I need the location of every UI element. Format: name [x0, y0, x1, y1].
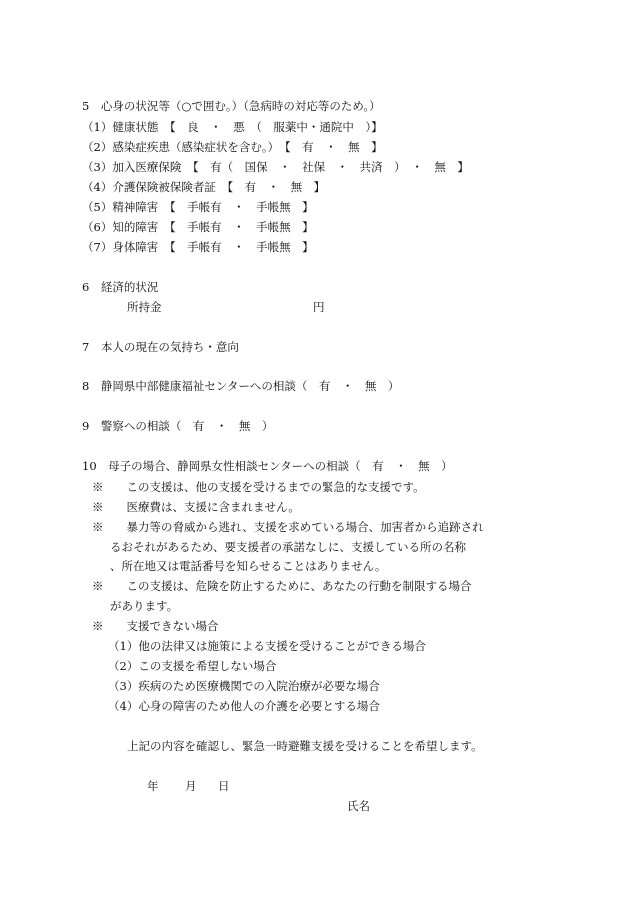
- mental-disability: （5）精神障害 【 手帳有 ・ 手帳無 】: [82, 200, 314, 214]
- health-status: （1）健康状態 【 良 ・ 悪 （ 服薬中・通院中 ）】: [82, 120, 383, 134]
- section8-heading: 8 静岡県中部健康福祉センターへの相談（ 有 ・ 無 ）: [82, 379, 400, 393]
- yen-unit: 円: [313, 300, 325, 314]
- note-violence-3: 、所在地又は電話番号を知らせることはありません。: [110, 559, 387, 573]
- note-restriction-1: ※ この支援は、危険を防止するために、あなたの行動を制限する場合: [92, 579, 472, 593]
- intellectual-disability: （6）知的障害 【 手帳有 ・ 手帳無 】: [82, 220, 314, 234]
- section5-heading: 5 心身の状況等（○で囲む。）（急病時の対応等のため。）: [82, 99, 381, 113]
- note-violence-2: るおそれがあるため、要支援者の承諾なしに、支援している所の名称: [110, 540, 467, 554]
- date-month: 月: [185, 779, 197, 793]
- money-label: 所持金: [127, 300, 162, 314]
- medical-insurance: （3）加入医療保険 【 有（ 国保 ・ 社保 ・ 共済 ） ・ 無 】: [82, 160, 469, 174]
- physical-disability: （7）身体障害 【 手帳有 ・ 手帳無 】: [82, 240, 314, 254]
- section10-heading: 10 母子の場合、静岡県女性相談センターへの相談（ 有 ・ 無 ）: [82, 459, 453, 473]
- note-medical: ※ 医療費は、支援に含まれません。: [92, 500, 300, 514]
- date-year: 年: [147, 779, 159, 793]
- note-restriction-2: があります。: [110, 599, 179, 613]
- case-care-needed: （4）心身の障害のため他人の介護を必要とする場合: [108, 699, 380, 713]
- case-not-wanted: （2）この支援を希望しない場合: [108, 659, 277, 673]
- case-hospitalization: （3）疾病のため医療機関での入院治療が必要な場合: [108, 679, 380, 693]
- confirmation-statement: 上記の内容を確認し、緊急一時避難支援を受けることを希望します。: [127, 739, 483, 753]
- infectious-disease: （2）感染症疾患（感染症状を含む。） 【 有 ・ 無 】: [82, 140, 383, 154]
- care-insurance-card: （4）介護保険被保険者証 【 有 ・ 無 】: [82, 180, 326, 194]
- name-label: 氏名: [347, 799, 370, 813]
- note-temporary: ※ この支援は、他の支援を受けるまでの緊急的な支援です。: [92, 480, 425, 494]
- section9-heading: 9 警察への相談（ 有 ・ 無 ）: [82, 419, 274, 433]
- note-violence-1: ※ 暴力等の脅威から逃れ、支援を求めている場合、加害者から追跡され: [92, 520, 484, 534]
- case-other-law: （1）他の法律又は施策による支援を受けることができる場合: [108, 639, 426, 653]
- section7-heading: 7 本人の現在の気持ち・意向: [82, 340, 239, 354]
- section6-heading: 6 経済的状況: [82, 280, 159, 294]
- date-day: 日: [218, 779, 230, 793]
- note-not-supported: ※ 支援できない場合: [92, 619, 219, 633]
